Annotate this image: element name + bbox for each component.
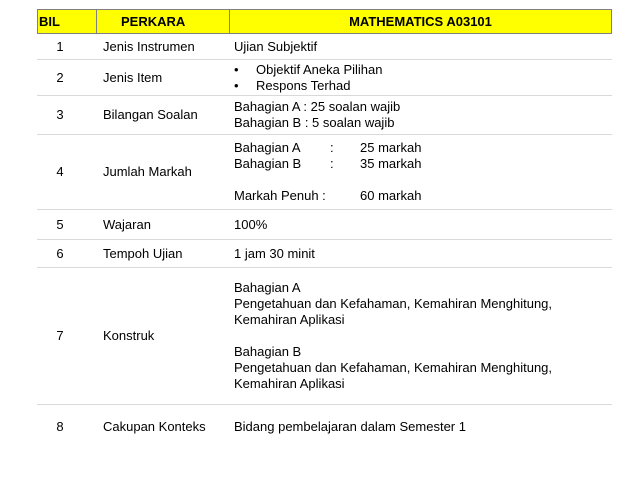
- table-row: [37, 405, 612, 449]
- row-item: Bilangan Soalan: [103, 107, 198, 122]
- row-value: 100%: [234, 216, 268, 232]
- marks-sep: :: [330, 140, 334, 155]
- marks-line: [234, 156, 612, 172]
- row-item: Tempoh Ujian: [103, 245, 183, 261]
- row-value: Ujian Subjektif: [234, 38, 318, 54]
- marks-line: [234, 140, 612, 156]
- marks-label: Bahagian B: [234, 156, 302, 171]
- section-title: Bahagian B: [234, 344, 302, 359]
- row-item: Cakupan Konteks: [103, 419, 206, 434]
- value-line: Bahagian A : 25 soalan wajib: [234, 99, 401, 114]
- spec-table: [37, 9, 612, 449]
- marks-value: 25 markah: [360, 140, 422, 155]
- row-number: 6: [56, 245, 64, 261]
- bullet-dot: •: [234, 77, 239, 93]
- row-number: 4: [56, 164, 64, 179]
- marks-value: 35 markah: [360, 156, 422, 171]
- bullet-text: Respons Terhad: [256, 77, 351, 93]
- row-value: [228, 135, 612, 209]
- table-row: [37, 268, 612, 405]
- section-text: Pengetahuan dan Kefahaman, Kemahiran Menghitung,: [234, 296, 553, 311]
- row-item: Jenis Item: [103, 69, 163, 85]
- bullet-item: [234, 78, 612, 94]
- table-row: [37, 96, 612, 135]
- row-value: 1 jam 30 minit: [234, 245, 315, 261]
- row-value: [228, 96, 612, 134]
- row-value: Bidang pembelajaran dalam Semester 1: [234, 419, 466, 434]
- header-bil: BIL: [39, 14, 60, 29]
- bullet-text: Objektif Aneka Pilihan: [256, 61, 383, 77]
- header-perkara: PERKARA: [96, 10, 229, 33]
- full-marks-value: 60 markah: [360, 188, 422, 203]
- table-row: [37, 135, 612, 210]
- row-number: 2: [56, 69, 64, 85]
- row-value: [228, 60, 612, 95]
- section-text: Kemahiran Aplikasi: [234, 312, 345, 327]
- row-item: Jenis Instrumen: [103, 38, 195, 54]
- section-text: Kemahiran Aplikasi: [234, 376, 345, 391]
- row-item: Konstruk: [103, 328, 155, 343]
- section-text: Pengetahuan dan Kefahaman, Kemahiran Menghitung,: [234, 360, 553, 375]
- header-subject: MATHEMATICS A03101: [229, 10, 611, 33]
- row-number: 1: [56, 38, 64, 54]
- full-marks-line: [234, 188, 612, 204]
- bullet-dot: •: [234, 61, 239, 77]
- header-row: [37, 9, 612, 34]
- full-marks-label: Markah Penuh :: [234, 188, 326, 203]
- bullet-item: [234, 62, 612, 78]
- row-item: Wajaran: [103, 216, 151, 232]
- row-value: [228, 268, 612, 404]
- table-row: [37, 210, 612, 240]
- value-line: Bahagian B : 5 soalan wajib: [234, 115, 395, 130]
- marks-sep: :: [330, 156, 334, 171]
- row-number: 3: [56, 107, 64, 122]
- table-row: [37, 60, 612, 96]
- table-row: [37, 240, 612, 268]
- row-number: 8: [56, 419, 64, 434]
- row-number: 5: [56, 216, 64, 232]
- marks-label: Bahagian A: [234, 140, 301, 155]
- section-title: Bahagian A: [234, 280, 301, 295]
- row-number: 7: [56, 328, 64, 343]
- table-row: [37, 34, 612, 60]
- row-item: Jumlah Markah: [103, 164, 192, 179]
